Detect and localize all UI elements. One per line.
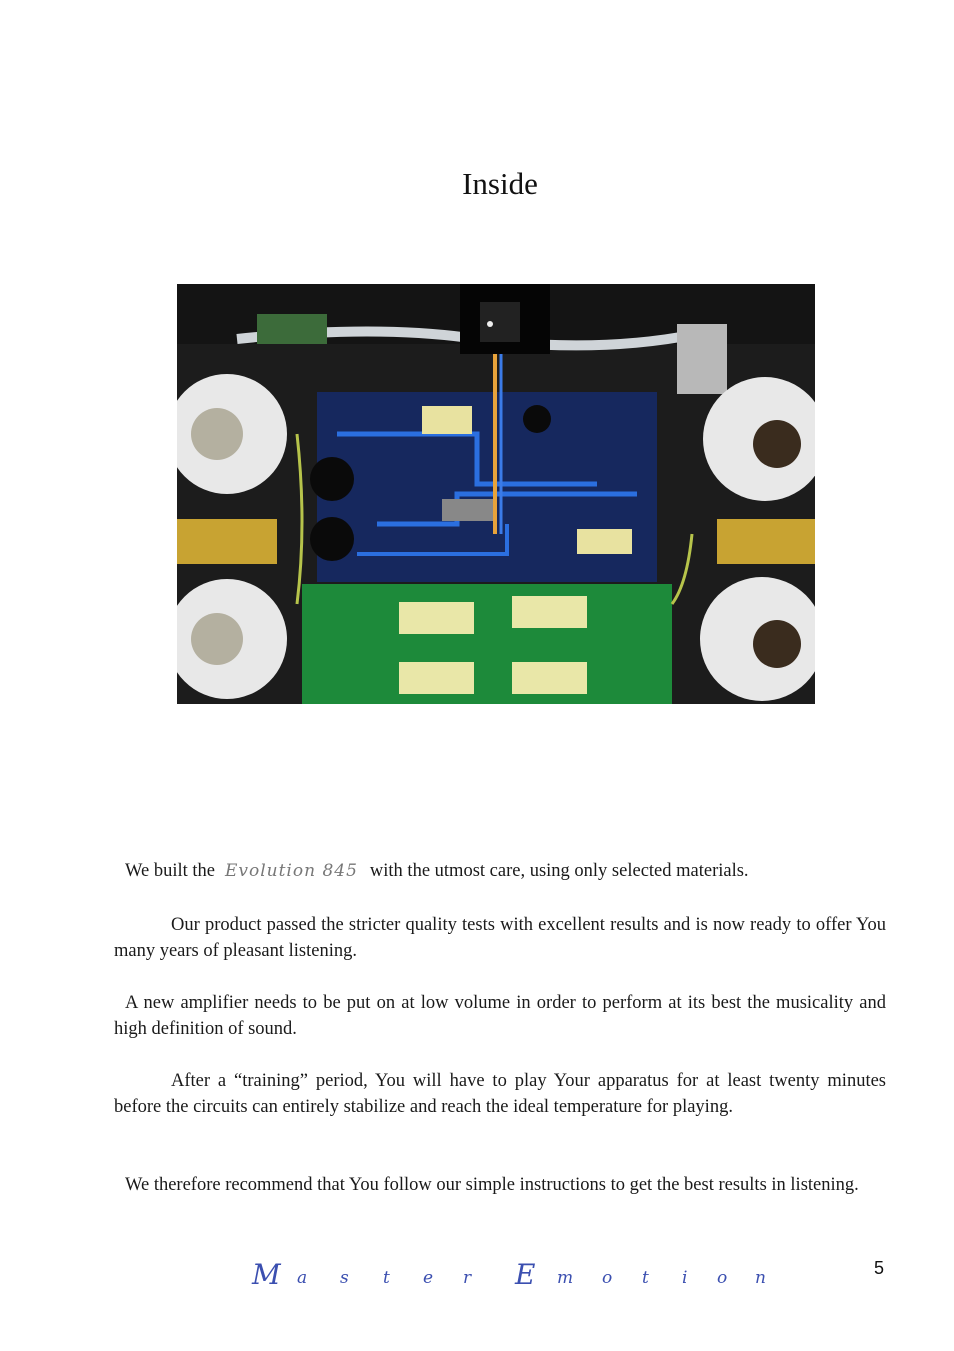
footer-brand-letter: i xyxy=(682,1268,688,1288)
paragraph-recommendation: We therefore recommend that You follow our simple instructions to get the best results in listening. xyxy=(125,1175,859,1195)
footer-brand-letter: e xyxy=(423,1268,434,1288)
page-title: Inside xyxy=(462,166,538,201)
product-name-script: Evolution 845 xyxy=(224,861,358,881)
footer-brand-letter: E xyxy=(515,1258,536,1291)
footer-brand-letter: r xyxy=(463,1268,472,1288)
intro-text-after: with the utmost care, using only selected materials. xyxy=(369,861,749,881)
amplifier-photo-illustration xyxy=(177,284,815,704)
amplifier-interior-photo xyxy=(177,284,815,704)
paragraph-low-volume: A new amplifier needs to be put on at low volume in order to perform at its best the musicality and high definition of sound. xyxy=(114,993,886,1039)
paragraph-training: After a “training” period, You will have to play Your apparatus for at least twenty minutes before the circuits can entirely stabilize and reach the ideal temperature for playing. xyxy=(114,1071,886,1117)
intro-text-before: We built the xyxy=(125,861,215,881)
footer-brand-letter: t xyxy=(642,1268,649,1288)
footer-brand-letter: n xyxy=(755,1268,766,1288)
paragraph-quality: Our product passed the stricter quality tests with excellent results and is now ready to offer You many years of pleasant listening. xyxy=(114,915,886,961)
footer-brand-letter: t xyxy=(383,1268,390,1288)
footer-brand-letter: o xyxy=(602,1268,613,1288)
page-number: 5 xyxy=(874,1258,885,1278)
footer-brand-letter: s xyxy=(340,1268,349,1288)
footer-brand-letter: M xyxy=(252,1258,281,1291)
footer-brand-letter: a xyxy=(297,1268,308,1288)
paragraph-intro xyxy=(114,858,886,884)
footer-brand-letter: o xyxy=(717,1268,728,1288)
footer-brand-letter: m xyxy=(557,1268,574,1288)
